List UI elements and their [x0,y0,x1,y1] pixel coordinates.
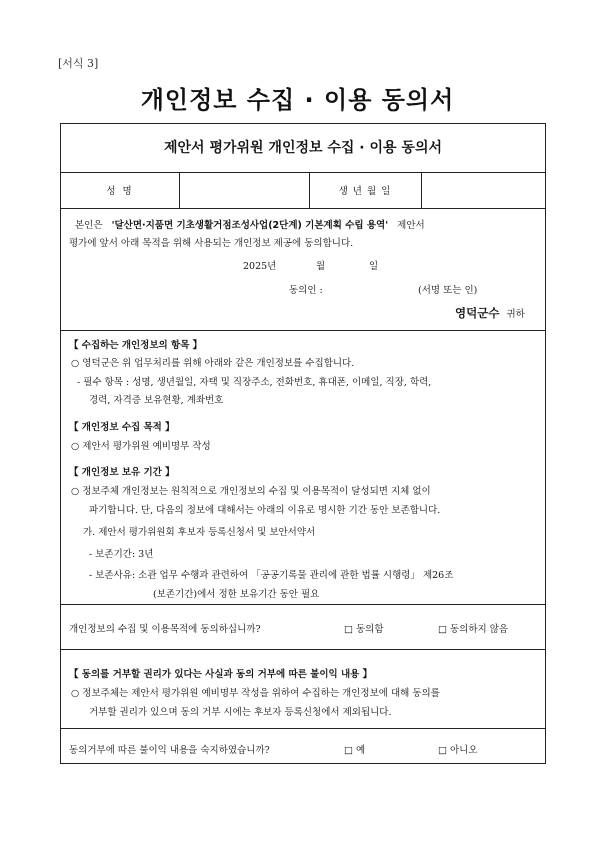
birthdate-label: 생 년 월 일 [338,186,392,197]
divider [61,208,545,209]
signature-label: (서명 또는 인) [418,285,478,296]
retention-line-1: ○ 정보주체 개인정보는 원칙적으로 개인정보의 수집 및 이용목적이 달성되면 지체 없이 [71,486,431,497]
addressee [455,305,525,321]
section-heading-retention: 【 개인정보 보유 기간 】 [69,467,175,478]
collect-items-line-3: 경력, 자격증 보유현황, 계좌번호 [89,395,224,406]
collect-items-line-2: - 필수 항목 : 성명, 생년월일, 자택 및 직장주소, 전화번호, 휴대폰, 이메일, 직장, 학력, [77,377,432,388]
section-heading-collect-items: 【 수집하는 개인정보의 항목 】 [69,340,203,351]
date-day: 일 [369,261,379,272]
disagree-checkbox[interactable]: □ 동의하지 않음 [438,624,509,635]
consent-line-2: 평가에 앞서 아래 목적을 위해 사용되는 개인정보 제공에 동의합니다. [69,238,354,249]
yes-checkbox[interactable]: □ 예 [344,745,366,756]
acknowledge-question: 동의거부에 따른 불이익 내용을 숙지하였습니까? [69,745,270,756]
form-number: [서식 3] [58,57,99,70]
divider [61,604,545,605]
divider [61,728,545,729]
project-name: '달산면·지품면 기초생활거점조성사업(2단계) 기본계획 수립 용역' [111,220,389,231]
name-label: 성 명 [106,186,134,197]
retention-line-4: - 보존기간: 3년 [89,549,154,560]
refusal-line-2: 거부할 권리가 있으며 동의 거부 시에는 후보자 등록신청에서 제외됩니다. [89,707,392,718]
no-checkbox[interactable]: □ 아니오 [438,745,478,756]
collect-items-line-1: ○ 영덕군은 위 업무처리를 위해 아래와 같은 개인정보를 수집합니다. [71,358,355,369]
date-month: 월 [316,261,326,272]
section-heading-purpose: 【 개인정보 수집 목적 】 [69,422,175,433]
agree-checkbox[interactable]: □ 동의함 [344,624,384,635]
document-title: 개인정보 수집 · 이용 동의서 [140,86,455,114]
consent-line-1 [75,217,425,231]
addressee-suffix: 귀하 [506,309,525,320]
addressee-org: 영덕군수 [455,306,500,320]
form-subtitle: 제안서 평가위원 개인정보 수집 · 이용 동의서 [164,140,442,156]
divider [179,172,180,208]
retention-line-3: 가. 제안서 평가위원회 후보자 등록신청서 및 보안서약서 [83,527,316,538]
divider [61,330,545,331]
section-heading-refusal: 【 동의를 거부할 권리가 있다는 사실과 동의 거부에 따른 불이익 내용 】 [69,669,373,680]
consenter-label: 동의인 : [289,285,323,296]
divider [61,172,545,173]
consent-suffix: 제안서 [397,220,425,231]
retention-line-6: (보존기간)에서 정한 보유기간 동안 필요 [153,589,320,600]
divider [61,649,545,650]
purpose-line-1: ○ 제안서 평가위원 예비명부 작성 [71,441,211,452]
consent-prefix: 본인은 [75,220,103,231]
date-year: 2025년 [243,261,277,272]
retention-line-2: 파기합니다. 단, 다음의 정보에 대해서는 아래의 이유로 명시한 기간 동안 보존합니다. [89,505,441,516]
refusal-line-1: ○ 정보주체는 제안서 평가위원 예비명부 작성을 위하여 수집하는 개인정보에 대해 동의를 [71,688,440,699]
retention-line-5: - 보존사유: 소관 업무 수행과 관련하여 「공공기록물 관리에 관한 법률 시행령」 제26조 [89,570,454,581]
consent-form-frame [60,123,546,764]
divider [421,172,422,208]
consent-question: 개인정보의 수집 및 이용목적에 동의하십니까? [69,624,261,635]
